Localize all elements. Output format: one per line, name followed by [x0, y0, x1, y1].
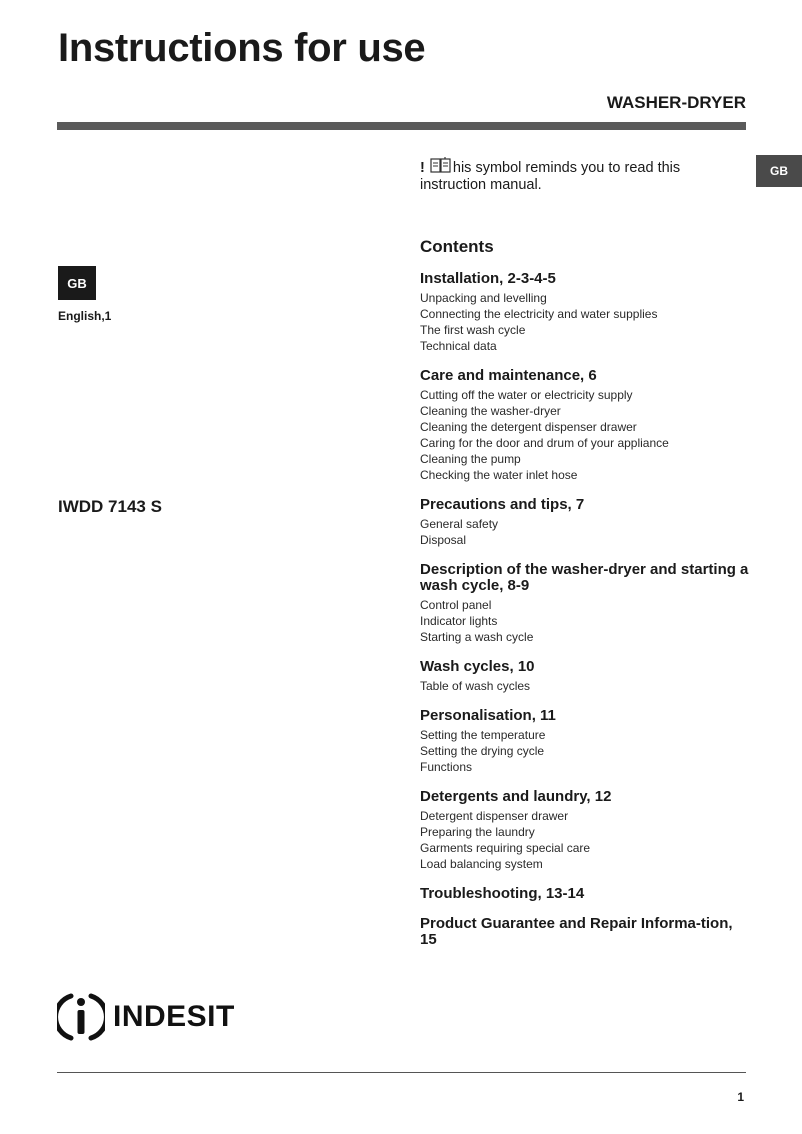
toc-item: Preparing the laundry — [420, 825, 535, 839]
toc-section-title: Detergents and laundry, 12 — [420, 788, 612, 805]
toc-item: Cleaning the detergent dispenser drawer — [420, 420, 637, 434]
language-code-badge: GB — [58, 266, 96, 300]
toc-item: Functions — [420, 760, 473, 774]
toc-section-title: Description of the washer-dryer and starting a wash cycle, 8-9 — [420, 561, 749, 594]
toc-section-title: Personalisation, 11 — [420, 707, 556, 724]
toc-item: Cleaning the washer-dryer — [420, 404, 561, 418]
manual-book-icon — [429, 156, 453, 174]
toc-item: Detergent dispenser drawer — [420, 809, 569, 823]
toc-section — [420, 368, 750, 483]
page-number: 1 — [737, 1090, 744, 1104]
toc-item: Starting a wash cycle — [420, 630, 534, 644]
toc-item: Cutting off the water or electricity supply — [420, 388, 633, 402]
toc-item: Connecting the electricity and water supplies — [420, 307, 658, 321]
toc-item: Table of wash cycles — [420, 679, 531, 693]
toc-item: Cleaning the pump — [420, 452, 521, 466]
header-rule — [57, 122, 746, 130]
toc-item: Garments requiring special care — [420, 841, 591, 855]
toc-section-title: Care and maintenance, 6 — [420, 367, 597, 384]
exclamation-mark: ! — [420, 160, 425, 176]
toc-item: Load balancing system — [420, 857, 543, 871]
contents-heading: Contents — [420, 237, 494, 256]
toc-section — [420, 916, 750, 948]
toc-item: Unpacking and levelling — [420, 291, 547, 305]
page-title: Instructions for use — [58, 26, 426, 70]
toc-section-title: Troubleshooting, 13-14 — [420, 885, 585, 902]
model-number: IWDD 7143 S — [58, 497, 162, 516]
toc-item: Setting the drying cycle — [420, 744, 545, 758]
toc-item: Disposal — [420, 533, 467, 547]
side-language-tab: GB — [756, 155, 802, 187]
product-type: WASHER-DRYER — [606, 93, 746, 112]
footer-rule — [57, 1072, 746, 1073]
brand-logo — [57, 992, 235, 1042]
toc-section — [420, 497, 750, 548]
toc-item: Indicator lights — [420, 614, 498, 628]
toc-section-title: Installation, 2-3-4-5 — [420, 270, 556, 287]
toc-section — [420, 789, 750, 872]
toc-item: Setting the temperature — [420, 728, 546, 742]
toc-item: Control panel — [420, 598, 492, 612]
notice-text: his symbol reminds you to read this instruction manual. — [420, 160, 681, 193]
toc-section-title: Precautions and tips, 7 — [420, 496, 585, 513]
language-label: English,1 — [58, 309, 112, 323]
toc-item: Checking the water inlet hose — [420, 468, 578, 482]
brand-wordmark: INDESIT — [113, 1000, 235, 1033]
toc-section — [420, 562, 750, 645]
toc-item: General safety — [420, 517, 499, 531]
manual-notice — [420, 156, 730, 194]
toc-item: Caring for the door and drum of your appliance — [420, 436, 669, 450]
toc-item: The first wash cycle — [420, 323, 526, 337]
indesit-logo-icon — [57, 992, 105, 1042]
toc-section-title: Product Guarantee and Repair Informa-tion, 15 — [420, 915, 733, 948]
toc-section — [420, 659, 750, 694]
toc-item: Technical data — [420, 339, 497, 353]
toc-section — [420, 271, 750, 354]
toc-section-title: Wash cycles, 10 — [420, 658, 535, 675]
toc-section — [420, 708, 750, 775]
toc-section — [420, 886, 750, 902]
table-of-contents — [420, 271, 750, 962]
